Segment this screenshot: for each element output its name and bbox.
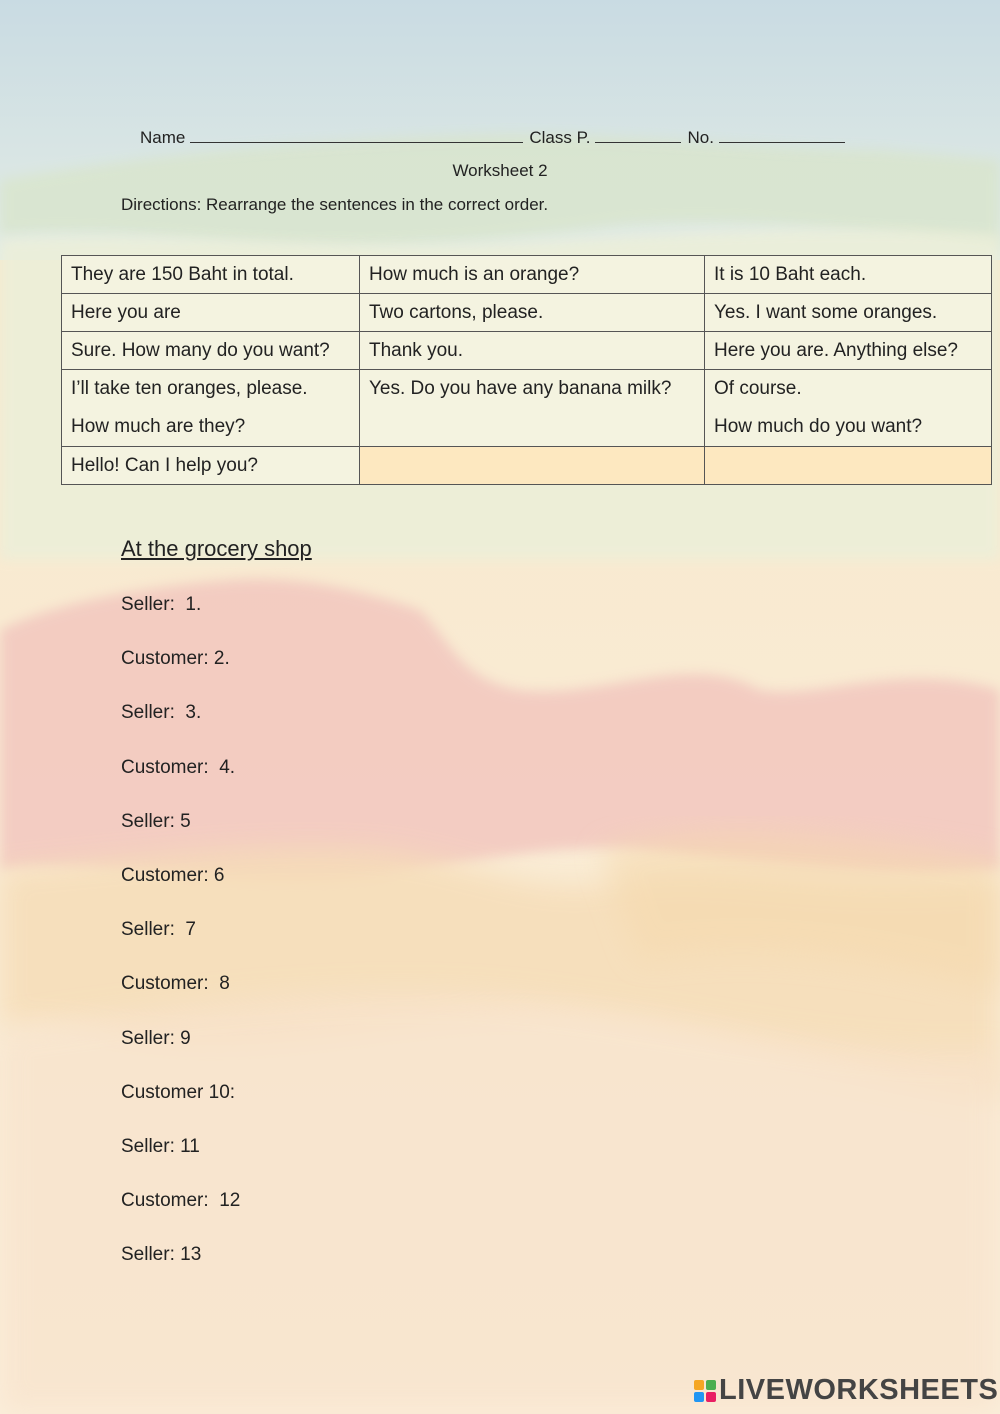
dialogue-line[interactable]: Customer: 6 bbox=[121, 865, 225, 886]
table-cell: They are 150 Baht in total. bbox=[62, 256, 360, 294]
logo-square bbox=[706, 1380, 716, 1390]
number-blank[interactable] bbox=[719, 126, 845, 143]
dialogue-line[interactable]: Seller: 5 bbox=[121, 811, 191, 832]
cell-line: I’ll take ten oranges, please. bbox=[71, 378, 308, 399]
dialogue-line[interactable]: Seller: 1. bbox=[121, 594, 202, 615]
logo-square bbox=[706, 1392, 716, 1402]
table-cell: Two cartons, please. bbox=[360, 294, 705, 332]
dialogue-line[interactable]: Customer: 2. bbox=[121, 648, 230, 669]
table-row bbox=[62, 370, 992, 447]
liveworksheets-logo bbox=[694, 1374, 998, 1407]
dialogue-line[interactable]: Seller: 11 bbox=[121, 1136, 200, 1157]
dialogue-line[interactable]: Seller: 7 bbox=[121, 919, 196, 940]
student-info-line bbox=[140, 126, 851, 148]
cell-line: How much are they? bbox=[71, 416, 246, 437]
cell-line: How much do you want? bbox=[714, 416, 923, 437]
empty-highlight-cell bbox=[705, 447, 992, 485]
logo-text: LIVEWORKSHEETS bbox=[719, 1374, 999, 1406]
directions-text: Directions: Rearrange the sentences in the correct order. bbox=[121, 195, 549, 214]
table-cell bbox=[62, 370, 360, 447]
dialogue-line[interactable]: Seller: 3. bbox=[121, 702, 202, 723]
table-row bbox=[62, 294, 992, 332]
table-cell: Hello! Can I help you? bbox=[62, 447, 360, 485]
table-cell: Sure. How many do you want? bbox=[62, 332, 360, 370]
sentence-table bbox=[61, 255, 992, 485]
dialogue-line[interactable]: Customer: 8 bbox=[121, 973, 230, 994]
table-cell: Here you are bbox=[62, 294, 360, 332]
table-cell: It is 10 Baht each. bbox=[705, 256, 992, 294]
logo-square bbox=[694, 1380, 704, 1390]
worksheet-title: Worksheet 2 bbox=[452, 161, 548, 180]
table-cell: How much is an orange? bbox=[360, 256, 705, 294]
dialogue-line[interactable]: Customer: 12 bbox=[121, 1190, 241, 1211]
section-title: At the grocery shop bbox=[121, 536, 312, 561]
dialogue-line[interactable]: Customer: 4. bbox=[121, 757, 236, 778]
dialogue-line[interactable]: Seller: 13 bbox=[121, 1244, 202, 1265]
table-cell bbox=[360, 370, 705, 447]
table-cell bbox=[705, 370, 992, 447]
dialogue-line[interactable]: Seller: 9 bbox=[121, 1028, 191, 1049]
name-label: Name bbox=[140, 128, 186, 147]
logo-square bbox=[694, 1392, 704, 1402]
dialogue-line[interactable]: Customer 10: bbox=[121, 1082, 236, 1103]
class-blank[interactable] bbox=[595, 126, 681, 143]
empty-highlight-cell bbox=[360, 447, 705, 485]
logo-icon bbox=[694, 1380, 716, 1402]
table-row bbox=[62, 332, 992, 370]
name-blank[interactable] bbox=[190, 126, 523, 143]
number-label: No. bbox=[687, 128, 714, 147]
table-row bbox=[62, 447, 992, 485]
table-cell: Yes. I want some oranges. bbox=[705, 294, 992, 332]
table-row bbox=[62, 256, 992, 294]
table-cell: Here you are. Anything else? bbox=[705, 332, 992, 370]
class-label: Class P. bbox=[529, 128, 591, 147]
table-cell: Thank you. bbox=[360, 332, 705, 370]
cell-line: Yes. Do you have any banana milk? bbox=[369, 378, 672, 399]
cell-line: Of course. bbox=[714, 378, 802, 399]
